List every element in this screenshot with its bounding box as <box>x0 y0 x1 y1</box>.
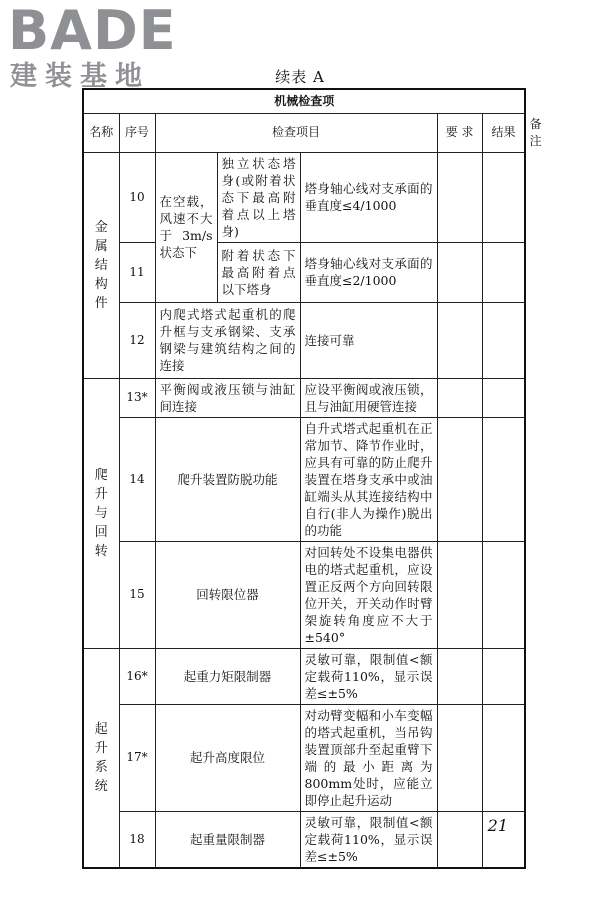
category-char: 起 <box>94 721 108 737</box>
result-cell <box>437 648 482 704</box>
result-cell <box>437 704 482 811</box>
sub-item: 独立状态塔身(或附着状态下最高附着点以上塔身) <box>217 152 300 242</box>
category-char: 爬 <box>94 467 108 483</box>
row-number: 10 <box>119 152 155 242</box>
category-char: 件 <box>94 295 108 311</box>
result-cell <box>437 811 482 868</box>
table-row <box>83 302 525 378</box>
result-cell <box>437 152 482 242</box>
logo-subtitle: 建装基地 <box>10 61 150 92</box>
remark-cell <box>482 378 525 417</box>
header-result: 结果 <box>482 113 525 152</box>
header-requirement: 要 求 <box>437 113 482 152</box>
category-char: 属 <box>94 238 108 254</box>
page-number: 21 <box>487 816 508 835</box>
header-name: 名称 <box>83 113 119 152</box>
result-cell <box>437 541 482 648</box>
requirement: 塔身轴心线对支承面的垂直度≤2/1000 <box>300 242 437 302</box>
check-item: 起重量限制器 <box>155 811 300 868</box>
check-item: 平衡阀或液压锁与油缸间连接 <box>155 378 300 417</box>
category-cell <box>83 152 119 378</box>
table-row <box>83 648 525 704</box>
category-label <box>84 720 119 796</box>
result-cell <box>437 242 482 302</box>
header-no: 序号 <box>119 113 155 152</box>
result-cell <box>437 417 482 541</box>
category-char: 转 <box>94 543 108 559</box>
inspection-table: 机械检查项 名称 序号 检查项目 要 求 结果 备注 金 属 结 构 件 10 在空载，风速不大于3m/s 状态下 独立状态塔身(或附着状态下最高附着点以上塔身) 塔身轴心线对支承面的垂直度≤4/1000 11 附着状态下最高附着点以下塔身 塔身轴心线对支承面的垂直度≤2/1000 12 内爬式塔式起重机的爬升框与支承钢梁、支承钢梁与建筑结构之间的连接 连接可靠 爬 升 与 回 转 13* 平衡阀或液压锁与油缸间连接 应设平衡阀或液压锁，且与油缸用硬管连接 14 爬升装置防脱功能 自升式塔式起重机在正常加节、降节作业时，应具有可靠的防止爬升装置在塔身支承中或油缸端头从其连接结构中自行(非人为操作)脱出的功能 15 回转限位器 对回转处不设集电器供电的塔式起重机，应设置正反两个方向回转限位开关，开关动作时臂架旋转角度应不大于±540° 起 升 系 统 16* 起重力矩限制器 灵敏可靠，限制值<额定载荷110%，显示误差≤±5% 17* 起升高度限位 对动臂变幅和小车变幅的塔式起重机，当吊钩装置顶部升至起重臂下端的最小距离为800mm处时，应能立即停止起升运动 18 起重量限制器 灵敏可靠，限制值<额定载荷110%，显示误差≤±5% <box>82 88 526 869</box>
category-char: 升 <box>94 486 108 502</box>
category-char: 统 <box>94 778 108 794</box>
category-char: 构 <box>94 276 108 292</box>
logo-wordmark: BADE <box>8 0 177 62</box>
row-number: 12 <box>119 302 155 378</box>
row-number: 17* <box>119 704 155 811</box>
category-char: 系 <box>94 759 108 775</box>
requirement: 应设平衡阀或液压锁，且与油缸用硬管连接 <box>300 378 437 417</box>
remark-cell <box>482 417 525 541</box>
category-label <box>84 466 119 561</box>
category-char: 回 <box>94 524 108 540</box>
category-char: 与 <box>94 505 108 521</box>
table-row <box>83 704 525 811</box>
header-item: 检查项目 <box>155 113 437 152</box>
remark-cell <box>482 302 525 378</box>
remark-cell <box>482 648 525 704</box>
table-row <box>83 152 525 242</box>
check-item: 内爬式塔式起重机的爬升框与支承钢梁、支承钢梁与建筑结构之间的连接 <box>155 302 300 378</box>
check-item: 起升高度限位 <box>155 704 300 811</box>
table-title: 机械检查项 <box>83 89 525 113</box>
requirement: 塔身轴心线对支承面的垂直度≤4/1000 <box>300 152 437 242</box>
category-char: 金 <box>94 219 108 235</box>
result-cell <box>437 302 482 378</box>
category-char: 结 <box>94 257 108 273</box>
sub-item: 附着状态下最高附着点以下塔身 <box>217 242 300 302</box>
row-number: 14 <box>119 417 155 541</box>
table-caption: 续表 A <box>275 68 325 86</box>
remark-cell <box>482 704 525 811</box>
requirement: 对回转处不设集电器供电的塔式起重机，应设置正反两个方向回转限位开关，开关动作时臂架旋转角度应不大于±540° <box>300 541 437 648</box>
requirement: 自升式塔式起重机在正常加节、降节作业时，应具有可靠的防止爬升装置在塔身支承中或油缸端头从其连接结构中自行(非人为操作)脱出的功能 <box>300 417 437 541</box>
check-item: 起重力矩限制器 <box>155 648 300 704</box>
table-row <box>83 242 525 302</box>
remark-cell <box>482 541 525 648</box>
remark-cell <box>482 242 525 302</box>
check-item: 回转限位器 <box>155 541 300 648</box>
category-char: 升 <box>94 740 108 756</box>
category-label <box>84 218 119 313</box>
requirement: 对动臂变幅和小车变幅的塔式起重机，当吊钩装置顶部升至起重臂下端的最小距离为800mm处时，应能立即停止起升运动 <box>300 704 437 811</box>
row-number: 13* <box>119 378 155 417</box>
condition-text: 在空载，风速不大于3m/s 状态下 <box>155 152 217 302</box>
category-cell <box>83 648 119 868</box>
category-cell <box>83 378 119 648</box>
requirement: 灵敏可靠，限制值<额定载荷110%，显示误差≤±5% <box>300 648 437 704</box>
row-number: 15 <box>119 541 155 648</box>
requirement: 连接可靠 <box>300 302 437 378</box>
result-cell <box>437 378 482 417</box>
table-row <box>83 417 525 541</box>
row-number: 16* <box>119 648 155 704</box>
table-row <box>83 811 525 868</box>
row-number: 11 <box>119 242 155 302</box>
row-number: 18 <box>119 811 155 868</box>
table-row <box>83 378 525 417</box>
check-item: 爬升装置防脱功能 <box>155 417 300 541</box>
table-row <box>83 541 525 648</box>
requirement: 灵敏可靠，限制值<额定载荷110%，显示误差≤±5% <box>300 811 437 868</box>
remark-cell <box>482 152 525 242</box>
